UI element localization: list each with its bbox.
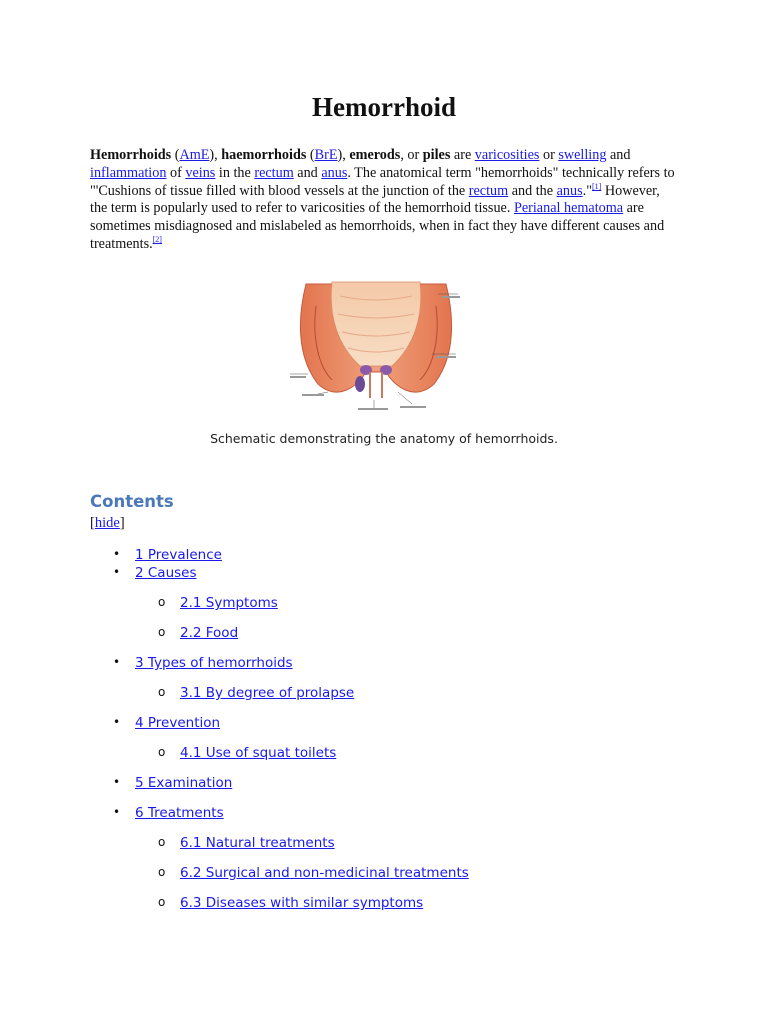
link-ame[interactable]: AmE bbox=[179, 147, 210, 163]
intro-text: and bbox=[606, 147, 631, 163]
link-rectum-2[interactable]: rectum bbox=[468, 182, 509, 199]
toc-item-food[interactable]: 2.2 Food bbox=[180, 625, 239, 641]
bracket-close: ] bbox=[119, 515, 125, 531]
toc-item-treatments[interactable]: 6 Treatments bbox=[135, 805, 224, 821]
bullet-icon: • bbox=[113, 565, 121, 579]
contents-heading: Contents bbox=[90, 492, 174, 511]
term-piles: piles bbox=[422, 147, 451, 163]
hide-link[interactable]: hide bbox=[94, 515, 120, 531]
page-title: Hemorrhoid bbox=[312, 92, 456, 122]
bullet-icon: • bbox=[113, 805, 121, 819]
toc-item-types[interactable]: 3 Types of hemorrhoids bbox=[135, 655, 293, 671]
intro-text: ( bbox=[306, 147, 315, 163]
intro-text: in the bbox=[215, 164, 255, 181]
link-veins[interactable]: veins bbox=[185, 164, 216, 181]
circle-bullet-icon: o bbox=[158, 895, 166, 909]
toc-item-examination[interactable]: 5 Examination bbox=[135, 775, 233, 791]
link-varicosities[interactable]: varicosities bbox=[474, 147, 540, 163]
link-bre[interactable]: BrE bbox=[314, 147, 338, 163]
figure-caption: Schematic demonstrating the anatomy of hemorrhoids. bbox=[210, 431, 558, 446]
bullet-icon: • bbox=[113, 547, 121, 561]
anatomy-svg bbox=[288, 276, 464, 414]
link-swelling[interactable]: swelling bbox=[558, 147, 607, 163]
intro-text: and the bbox=[508, 182, 557, 199]
toc-item-symptoms[interactable]: 2.1 Symptoms bbox=[180, 595, 278, 611]
toc-item-natural-treatments[interactable]: 6.1 Natural treatments bbox=[180, 835, 335, 851]
term-emerods: emerods bbox=[349, 147, 401, 163]
toc-item-surgical-treatments[interactable]: 6.2 Surgical and non-medicinal treatments bbox=[180, 865, 469, 881]
bullet-icon: • bbox=[113, 775, 121, 789]
toc-item-causes[interactable]: 2 Causes bbox=[135, 565, 197, 581]
intro-text: . The anatomical term "hemorrhoids" technically refers to "'Cushions of tissue filled with blood vessels at the junction of the bbox=[90, 164, 675, 199]
bullet-icon: • bbox=[113, 655, 121, 669]
reference-2[interactable]: [2] bbox=[152, 234, 162, 244]
intro-text: are bbox=[450, 147, 475, 163]
circle-bullet-icon: o bbox=[158, 865, 166, 879]
intro-text: However, the term is popularly used to refer to varicosities of the hemorrhoid tissue. bbox=[90, 182, 660, 217]
circle-bullet-icon: o bbox=[158, 685, 166, 699]
anatomy-illustration bbox=[288, 276, 464, 414]
toc-item-similar-diseases[interactable]: 6.3 Diseases with similar symptoms bbox=[180, 895, 424, 911]
intro-text: of bbox=[166, 164, 186, 181]
toc-item-prolapse[interactable]: 3.1 By degree of prolapse bbox=[180, 685, 355, 701]
link-rectum[interactable]: rectum bbox=[254, 164, 294, 181]
contents-hide-toggle bbox=[90, 515, 125, 532]
toc-item-prevalence[interactable]: 1 Prevalence bbox=[135, 547, 222, 563]
intro-text: or bbox=[539, 147, 559, 163]
intro-paragraph bbox=[90, 147, 680, 254]
term-haemorrhoids: haemorrhoids bbox=[221, 147, 307, 163]
intro-text: ." bbox=[582, 182, 592, 199]
circle-bullet-icon: o bbox=[158, 745, 166, 759]
toc-item-prevention[interactable]: 4 Prevention bbox=[135, 715, 221, 731]
link-anus[interactable]: anus bbox=[321, 164, 348, 181]
circle-bullet-icon: o bbox=[158, 835, 166, 849]
intro-text: are sometimes misdiagnosed and mislabeled as hemorrhoids, when in fact they have different causes and treatments. bbox=[90, 200, 665, 252]
external-hemorrhoid-shape bbox=[355, 376, 365, 392]
intro-text: ), bbox=[209, 147, 222, 163]
intro-text: ), bbox=[337, 147, 350, 163]
term-hemorrhoids: Hemorrhoids bbox=[90, 147, 172, 163]
circle-bullet-icon: o bbox=[158, 595, 166, 609]
intro-text: and bbox=[293, 164, 322, 181]
bullet-icon: • bbox=[113, 715, 121, 729]
intro-text: , or bbox=[400, 147, 423, 163]
link-inflammation[interactable]: inflammation bbox=[90, 164, 167, 181]
link-anus-2[interactable]: anus bbox=[556, 182, 583, 199]
toc-item-squat-toilets[interactable]: 4.1 Use of squat toilets bbox=[180, 745, 337, 761]
circle-bullet-icon: o bbox=[158, 625, 166, 639]
bracket-open: [ bbox=[90, 515, 95, 531]
intro-text: ( bbox=[171, 147, 180, 163]
link-perianal-hematoma[interactable]: Perianal hematoma bbox=[513, 200, 624, 217]
reference-1[interactable]: [1] bbox=[591, 181, 602, 191]
